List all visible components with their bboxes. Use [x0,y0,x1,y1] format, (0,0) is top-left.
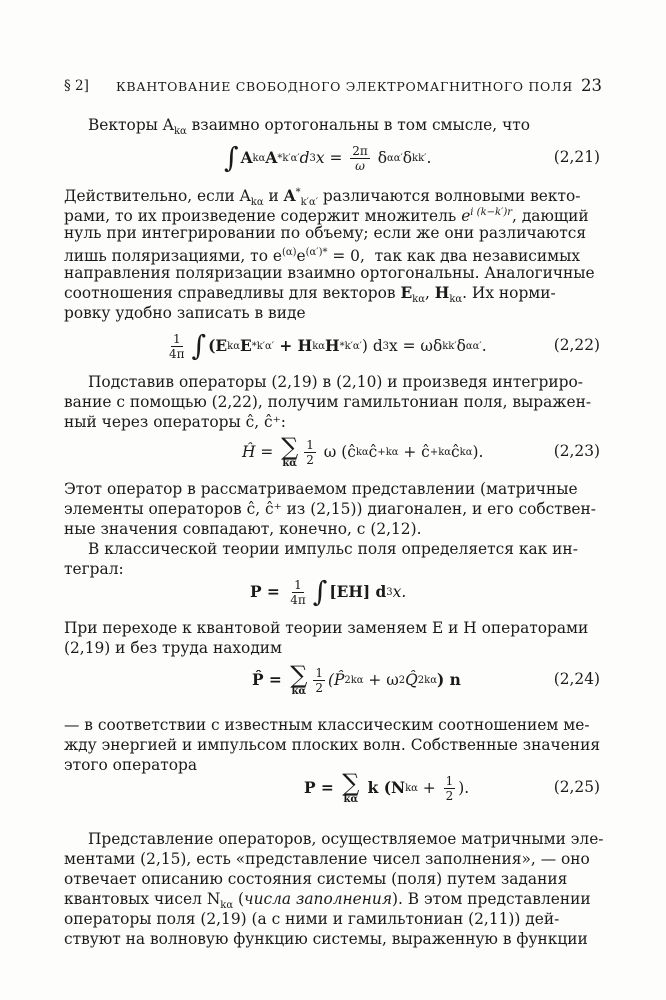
equation-2-21: ∫ A kα A * k′α′ d 3 x = $\frac{2\pi}{\omega}$ δ αα′ δ kk′ . (2,21) [224,141,600,174]
equation-number: (2,23) [553,442,600,460]
text-line: (2,19) и без труда находим [64,639,283,657]
text-line: квантовых чисел $N_{k\alpha}$ (числа заполнения). В этом представлении [64,890,591,912]
summation: ∑ kα [342,769,360,805]
text-line: этого оператора [64,756,198,774]
text-line: Представление операторов, осуществляемое матричными эле- [88,830,604,848]
summation: ∑ kα [281,433,299,469]
text-line: Подставив операторы (2,19) в (2,10) и произведя интегриро- [88,373,583,391]
text-line: — в соответствии с известным классическим соотношением ме- [64,716,590,734]
text-line: ные значения совпадают, конечно, с (2,12). [64,520,422,538]
fraction: $\frac{1}{2}$ [315,665,323,695]
equation-number: (2,25) [553,778,600,796]
equation-number: (2,24) [553,670,600,688]
text-line: отвечает описанию состояния системы (поля) путем задания [64,870,568,888]
equation-number: (2,21) [553,148,600,166]
fraction: $\frac{1}{2}$ [445,773,454,803]
text-line: Векторы $A_{k\alpha}$ взаимно ортогональны в том смысле, что [88,116,531,138]
equation-momentum: P = $\frac{1}{4\pi}$ ∫ [EH] d 3 x. [250,575,407,608]
section-mark: § 2] [64,78,89,94]
running-header [64,76,602,98]
text-line: В классической теории импульс поля определяется как ин- [88,540,578,558]
text-line: элементы операторов ĉ, ĉ⁺ из (2,15)) диагонален, и его собствен- [64,500,596,518]
integral-sign: ∫ [224,141,239,174]
text-line: теграл: [64,560,124,578]
text-line: Действительно, если $A_{k\alpha}$ и $A^*_{k'\alpha'}$ различаются волновыми векто- [64,187,581,209]
equation-number: (2,22) [553,336,600,354]
integral-sign: ∫ [312,575,328,608]
text-line: Этот оператор в рассматриваемом представлении (матричные [64,480,578,498]
summation: ∑ kα [290,661,308,697]
text-line: нуль при интегрировании по объему; если же они различаются [64,224,587,242]
chapter-title: КВАНТОВАНИЕ СВОБОДНОГО ЭЛЕКТРОМАГНИТНОГО ПОЛЯ [116,79,573,94]
text-line: операторы поля (2,19) (а с ними и гамильтониан (2,11)) дей- [64,910,560,928]
integral-sign: ∫ [191,329,207,362]
text-line: жду энергией и импульсом плоских волн. Собственные значения [64,736,601,754]
fraction: $\frac{1}{2}$ [306,437,314,467]
text-line: рами, то их произведение содержит множитель $e^{i (k-k')r}$, дающий [64,207,589,226]
text-line: направления поляризации взаимно ортогональны. Аналогичные [64,264,595,282]
text-line: ровку удобно записать в виде [64,304,306,322]
equation-2-25: P = ∑ kα k (N kα + $\frac{1}{2}$ ). (2,25) [304,769,600,805]
text-line: вание с помощью (2,22), получим гамильтониан поля, выражен- [64,393,592,411]
fraction: $\frac{2\pi}{\omega}$ [352,143,368,173]
fraction: $\frac{1}{4\pi}$ [169,331,185,361]
equation-2-22: $\frac{1}{4\pi}$ ∫ (E kα E * k′α′ + H kα H * k′α′ ) d 3 x = ωδ kk′ δ αα′ . (2,22) [169,329,600,362]
page-number: 23 [581,76,602,95]
text-line: ный через операторы ĉ, ĉ⁺: [64,413,286,431]
equation-2-24: P̂ = ∑ kα $\frac{1}{2}$ (P̂ 2 kα + ω 2 Q̂ 2 kα ) n (2,24) [252,661,600,697]
text-line: лишь поляризациями, то $e^{(\alpha)}e^{(\alpha')*} = 0$, так как два независимых [64,247,581,266]
text-line: соотношения справедливы для векторов $E_{k\alpha}$, $H_{k\alpha}$. Их норми- [64,284,556,306]
fraction: $\frac{1}{4\pi}$ [290,577,306,607]
text-line: При переходе к квантовой теории заменяем E и H операторами [64,619,589,637]
text-line: ментами (2,15), есть «представление чисел заполнения», — оно [64,850,590,868]
text-line: ствуют на волновую функцию системы, выраженную в функции [64,930,588,948]
equation-2-23: Ĥ = ∑ kα $\frac{1}{2}$ ω (ĉ kα ĉ + kα + ĉ + kα ĉ kα ). (2,23) [242,433,600,469]
